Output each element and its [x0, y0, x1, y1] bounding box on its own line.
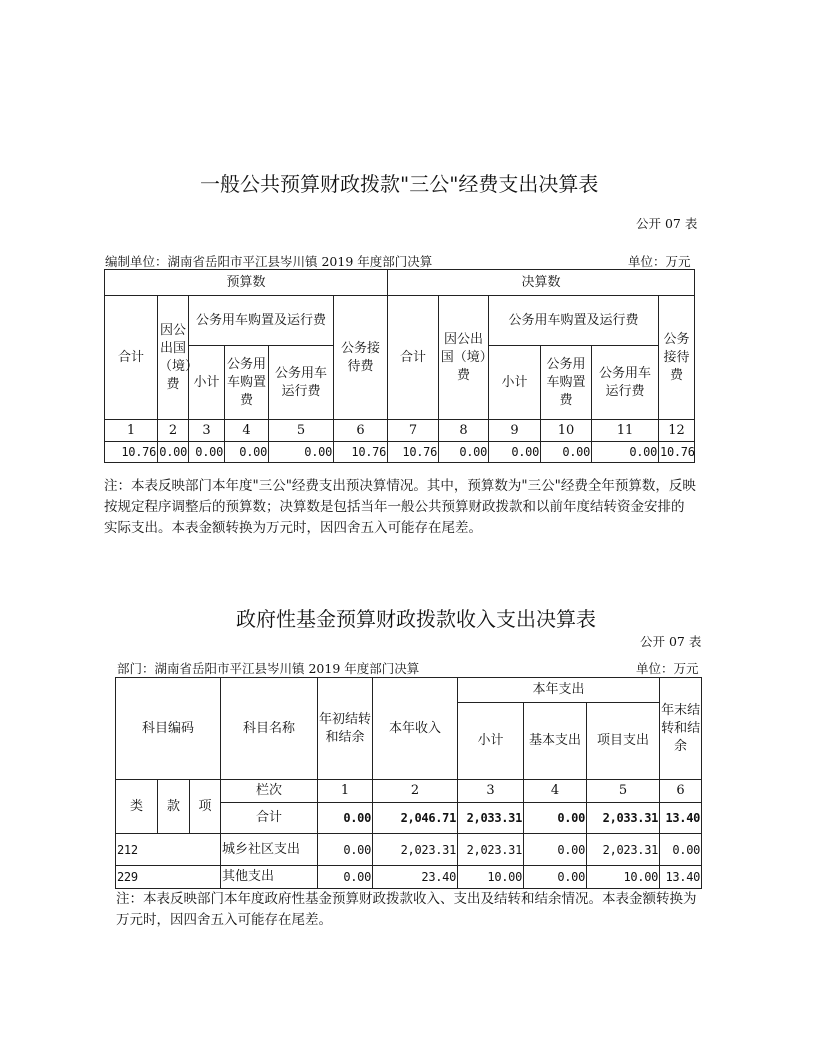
budget-reception-header: 公务接待费: [334, 296, 388, 420]
col-number: 8: [439, 420, 489, 442]
row-code: 229: [116, 866, 221, 889]
income-header: 本年收入: [373, 678, 458, 780]
value-cell: 13.40: [660, 803, 702, 834]
col-number: 4: [225, 420, 269, 442]
lanci-header: 栏次: [221, 780, 318, 803]
budget-abroad-header: 因公出国（境）费: [158, 296, 189, 420]
budget-subtotal-header: 小计: [189, 346, 225, 420]
col-number: 11: [592, 420, 659, 442]
three-public-expenses-table: [104, 269, 695, 463]
col-number: 2: [158, 420, 189, 442]
col-number: 6: [334, 420, 388, 442]
value-cell: 23.40: [373, 866, 458, 889]
value-cell: 2,046.71: [373, 803, 458, 834]
table2-org: 部门：湖南省岳阳市平江县岑川镇 2019 年度部门决算: [117, 661, 420, 676]
subtotal-header: 小计: [458, 703, 524, 780]
value-cell: 0.00: [318, 866, 373, 889]
basic-expense-header: 基本支出: [524, 703, 587, 780]
value-cell: 0.00: [269, 442, 334, 463]
project-expense-header: 项目支出: [587, 703, 660, 780]
final-subtotal-header: 小计: [489, 346, 541, 420]
xiang-header: 项: [190, 780, 221, 834]
gov-fund-table: [115, 677, 702, 889]
value-cell: 0.00: [541, 442, 592, 463]
final-car-purchase-header: 公务用车购置费: [541, 346, 592, 420]
begin-balance-header: 年初结转和结余: [318, 678, 373, 780]
col-number: 6: [660, 780, 702, 803]
value-cell: 10.76: [659, 442, 695, 463]
value-cell: 0.00: [189, 442, 225, 463]
value-cell: 0.00: [225, 442, 269, 463]
value-cell: 0.00: [524, 803, 587, 834]
table2-title: 政府性基金预算财政拨款收入支出决算表: [236, 607, 596, 631]
col-number: 3: [189, 420, 225, 442]
value-cell: 0.00: [592, 442, 659, 463]
table1-org: 编制单位：湖南省岳阳市平江县岑川镇 2019 年度部门决算: [105, 254, 433, 269]
value-cell: 0.00: [439, 442, 489, 463]
table-row: [105, 442, 695, 463]
column-number-row: [105, 420, 695, 442]
budget-car-purchase-header: 公务用车购置费: [225, 346, 269, 420]
final-car-header: 公务用车购置及运行费: [489, 296, 659, 346]
col-number: 12: [659, 420, 695, 442]
value-cell: 0.00: [524, 866, 587, 889]
final-car-run-header: 公务用车运行费: [592, 346, 659, 420]
table-row: [116, 834, 702, 866]
col-number: 1: [105, 420, 158, 442]
col-number: 4: [524, 780, 587, 803]
value-cell: 0.00: [318, 834, 373, 866]
final-abroad-header: 因公出国（境）费: [439, 296, 489, 420]
budget-total-header: 合计: [105, 296, 158, 420]
value-cell: 10.00: [458, 866, 524, 889]
value-cell: 13.40: [660, 866, 702, 889]
final-total-header: 合计: [388, 296, 439, 420]
col-number: 10: [541, 420, 592, 442]
kuan-header: 款: [158, 780, 190, 834]
value-cell: 0.00: [489, 442, 541, 463]
value-cell: 0.00: [660, 834, 702, 866]
value-cell: 0.00: [524, 834, 587, 866]
budget-header: 预算数: [105, 270, 388, 296]
table1-title: 一般公共预算财政拨款"三公"经费支出决算表: [200, 172, 599, 196]
table2-note: 注：本表反映部门本年度政府性基金预算财政拨款收入、支出及结转和结余情况。本表金额转换为万元时，因四舍五入可能存在尾差。: [116, 891, 697, 928]
total-label: 合计: [221, 803, 318, 834]
value-cell: 10.76: [334, 442, 388, 463]
expense-header: 本年支出: [458, 678, 660, 703]
value-cell: 2,023.31: [587, 834, 660, 866]
value-cell: 2,023.31: [458, 834, 524, 866]
col-number: 1: [318, 780, 373, 803]
value-cell: 10.00: [587, 866, 660, 889]
final-header: 决算数: [388, 270, 695, 296]
name-header: 科目名称: [221, 678, 318, 780]
table2-unit: 单位：万元: [636, 661, 699, 676]
value-cell: 10.76: [388, 442, 439, 463]
budget-car-run-header: 公务用车运行费: [269, 346, 334, 420]
value-cell: 2,023.31: [373, 834, 458, 866]
budget-car-header: 公务用车购置及运行费: [189, 296, 334, 346]
value-cell: 0.00: [318, 803, 373, 834]
row-code: 212: [116, 834, 221, 866]
table2-code: 公开 07 表: [640, 634, 702, 649]
table-row: [116, 866, 702, 889]
col-number: 5: [587, 780, 660, 803]
col-number: 9: [489, 420, 541, 442]
code-header: 科目编码: [116, 678, 221, 780]
row-name: 城乡社区支出: [221, 834, 318, 866]
value-cell: 2,033.31: [458, 803, 524, 834]
table1-unit: 单位：万元: [628, 254, 691, 269]
table1-note: 注：本表反映部门本年度"三公"经费支出预决算情况。其中，预算数为"三公"经费全年预算数，反映按规定程序调整后的预算数；决算数是包括当年一般公共预算财政拨款和以前年度结转资金安排的实际支出。本表金额转换为万元时，因四舍五入可能存在尾差。: [104, 478, 696, 536]
col-number: 3: [458, 780, 524, 803]
final-reception-header: 公务接待费: [659, 296, 695, 420]
value-cell: 0.00: [158, 442, 189, 463]
value-cell: 10.76: [105, 442, 158, 463]
value-cell: 2,033.31: [587, 803, 660, 834]
table1-code: 公开 07 表: [636, 216, 698, 231]
col-number: 5: [269, 420, 334, 442]
end-balance-header: 年末结转和结余: [660, 678, 702, 780]
row-name: 其他支出: [221, 866, 318, 889]
col-number: 2: [373, 780, 458, 803]
lei-header: 类: [116, 780, 158, 834]
col-number: 7: [388, 420, 439, 442]
